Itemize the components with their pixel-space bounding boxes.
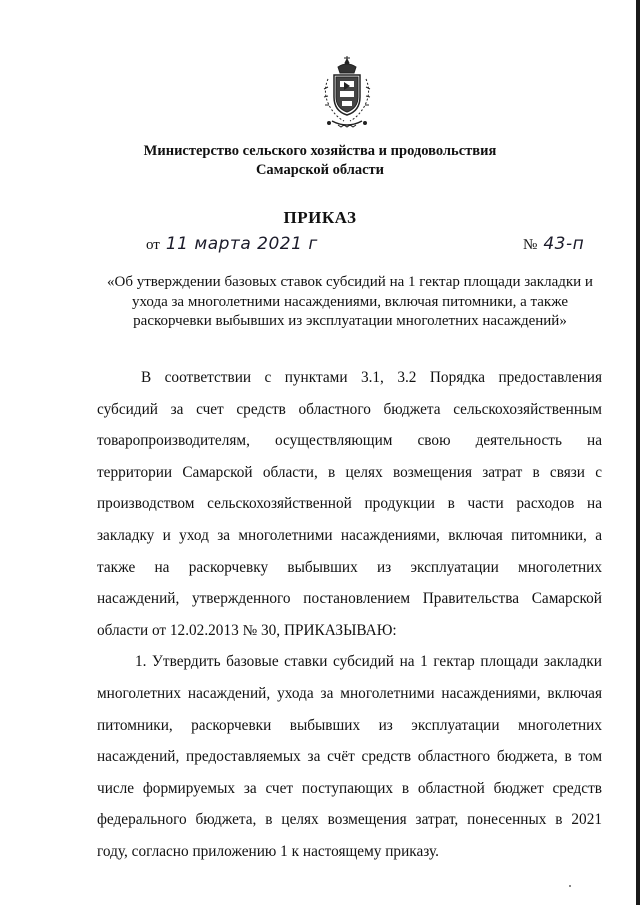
- ministry-line-1: Министерство сельского хозяйства и продовольствия: [143, 143, 497, 159]
- order-title: ПРИКАЗ: [283, 208, 357, 227]
- order-date: [146, 234, 318, 254]
- handwritten-number: 43-п: [543, 234, 585, 254]
- body-line: также на раскорчевку выбывших из эксплуатации многолетних: [97, 558, 602, 576]
- scan-speck: [569, 885, 571, 887]
- ministry-line-2: Самарской области: [255, 162, 385, 178]
- body-line: 1. Утвердить базовые ставки субсидий на 1 гектар площади закладки: [135, 653, 602, 671]
- date-prefix: от: [146, 237, 160, 253]
- body-line: многолетних насаждений, ухода за многолетними насаждениями, включая: [97, 684, 602, 702]
- body-line: питомники, раскорчевки выбывших из эксплуатации многолетних: [97, 716, 602, 734]
- body-line: году, согласно приложению 1 к настоящему приказу.: [97, 842, 439, 860]
- body-line: федерального бюджета, в целях возмещения затрат, понесенных в 2021: [97, 811, 602, 829]
- body-line: числе формируемых за счет поступающих в областной бюджет средств: [97, 779, 602, 797]
- order-body: [97, 362, 602, 868]
- body-line: В соответствии с пунктами 3.1, 3.2 Порядка предоставления: [141, 369, 602, 386]
- subject-line-3: раскорчевки выбывших из эксплуатации многолетних насаждений»: [133, 313, 567, 329]
- body-line: закладку и уход за многолетними насаждениями, включая питомники, а: [97, 526, 602, 544]
- order-subject: [90, 273, 610, 332]
- handwritten-date: 11 марта 2021 г: [165, 234, 318, 254]
- body-line: области от 12.02.2013 № 30, ПРИКАЗЫВАЮ:: [97, 621, 397, 639]
- ministry-name: [0, 142, 640, 180]
- body-line: территории Самарской области, в целях возмещения затрат в связи с: [97, 463, 602, 481]
- body-line: товаропроизводителям, осуществляющим свою деятельность на: [97, 432, 602, 450]
- body-line: насаждений, предоставляемых за счёт средств областного бюджета, в том: [97, 748, 602, 766]
- scan-page-edge: [636, 0, 640, 905]
- subject-line-1: «Об утверждении базовых ставок субсидий на 1 гектар площади закладки и: [107, 274, 593, 290]
- number-prefix: №: [523, 237, 538, 253]
- body-line: субсидий за счет средств областного бюджета сельскохозяйственным: [97, 400, 602, 418]
- coat-of-arms-icon: [316, 55, 378, 133]
- body-line: производством сельскохозяйственной продукции в части расходов на: [97, 495, 602, 513]
- subject-line-2: ухода за многолетними насаждениями, включая питомники, а также: [131, 293, 569, 310]
- order-number: [523, 234, 584, 254]
- body-line: насаждений, утвержденного постановлением Правительства Самарской: [97, 590, 602, 608]
